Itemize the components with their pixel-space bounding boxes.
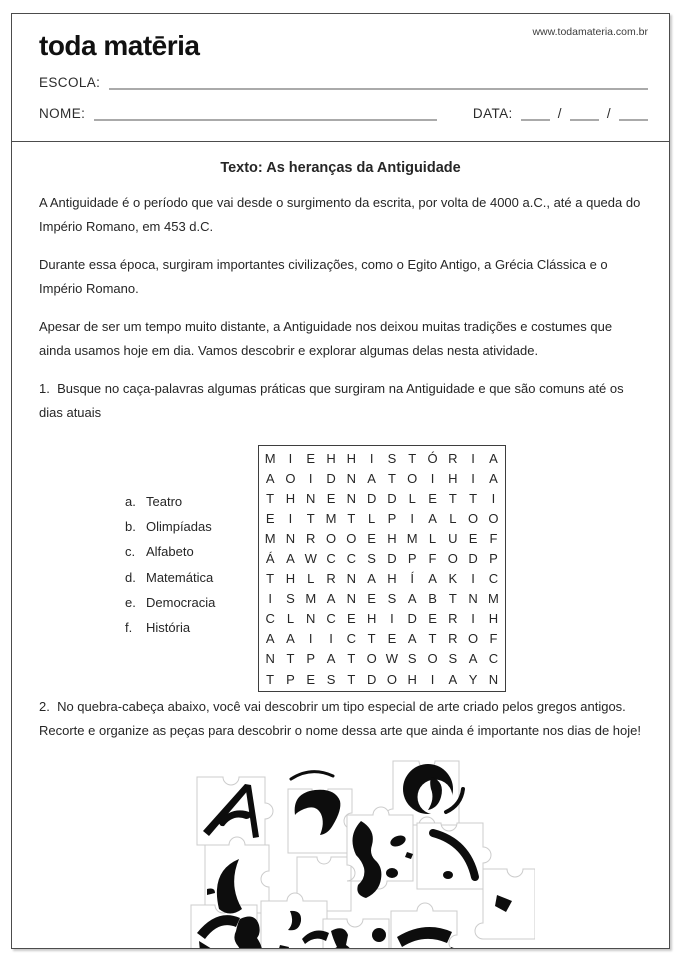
word-search-letter: N xyxy=(468,591,478,607)
word-search-letter: I xyxy=(329,631,333,647)
word-list-item xyxy=(125,539,215,564)
word-search-letter: O xyxy=(366,651,377,667)
word-search-letter: I xyxy=(369,450,374,466)
word-search-letter: P xyxy=(306,651,316,667)
data-label: DATA: xyxy=(472,106,513,121)
word-search-letter: S xyxy=(387,591,397,607)
intro-paragraph: Apesar de ser um tempo muito distante, a Antiguidade nos deixou muitas tradições e costumes que ainda usamos hoje em dia. Vamos descobrir e explorar algumas delas nesta atividade. xyxy=(39,319,616,358)
word-search-letter: C xyxy=(346,551,357,567)
word-search-letter: H xyxy=(407,671,417,687)
word-search-letter: S xyxy=(387,450,397,466)
word-search-letter: C xyxy=(488,651,499,667)
word-search-letter: W xyxy=(304,551,317,567)
word-search-letter: D xyxy=(366,671,377,687)
word-search-letter: Y xyxy=(468,671,478,687)
word-list-item xyxy=(125,489,215,514)
worksheet-frame xyxy=(11,13,670,949)
word-search-letter: T xyxy=(469,490,478,506)
word-list-item xyxy=(125,590,215,615)
word-search-letter: M xyxy=(487,591,499,607)
word-search-letter: T xyxy=(306,510,315,526)
word-list-word: História xyxy=(146,620,191,636)
word-search-letter: I xyxy=(471,611,475,627)
header-top-row xyxy=(39,14,648,62)
word-search-letter: R xyxy=(326,571,336,587)
word-search-letter: A xyxy=(448,671,458,687)
word-search-letter: A xyxy=(326,651,336,667)
word-search-letter: A xyxy=(428,571,437,587)
nome-blank-line xyxy=(94,106,437,121)
word-search-letter: R xyxy=(448,631,458,647)
word-search-letter: T xyxy=(286,651,295,667)
question-2: 2. No quebra-cabeça abaixo, você vai descobrir um tipo especial de arte criado pelos gregos antigos. Recorte e organize as peças para descobrir o nome dessa arte que ainda é importante nos dias de hoje! xyxy=(39,699,641,738)
word-search-letter: T xyxy=(266,671,275,687)
word-search-letter: L xyxy=(368,510,376,526)
word-search-letter: E xyxy=(387,631,397,647)
word-search-letter: E xyxy=(428,611,437,627)
word-search-letter: Á xyxy=(265,551,275,567)
word-list-word: Matemática xyxy=(146,569,214,585)
word-search-letter: A xyxy=(468,651,478,667)
word-search-letter: P xyxy=(286,671,295,687)
word-search-letter: F xyxy=(489,631,498,647)
word-search-letter: H xyxy=(326,450,336,466)
word-search-letter: C xyxy=(488,571,499,587)
word-search-letter: R xyxy=(448,450,458,466)
word-search-letter: S xyxy=(407,651,417,667)
word-search-letter: D xyxy=(387,551,397,567)
word-list-word: Teatro xyxy=(146,494,183,510)
word-search-letter: T xyxy=(347,671,356,687)
word-search-letter: I xyxy=(491,490,496,506)
word-search-letter: P xyxy=(489,551,498,567)
date-month-blank xyxy=(570,106,599,121)
word-search-letter: I xyxy=(308,631,313,647)
word-search-letter: I xyxy=(471,470,475,486)
word-search-letter: L xyxy=(449,510,457,526)
word-search-letter: F xyxy=(489,530,498,546)
word-search-letter: O xyxy=(447,551,458,567)
word-list xyxy=(125,489,215,640)
escola-label: ESCOLA: xyxy=(39,75,101,90)
word-search-letter: I xyxy=(471,450,475,466)
word-search-letter: D xyxy=(468,551,478,567)
word-search-letter: S xyxy=(286,591,295,607)
word-search-letter: N xyxy=(306,611,316,627)
word-search-letter: E xyxy=(347,611,356,627)
date-separator: / xyxy=(557,106,562,121)
word-search-letter: O xyxy=(488,510,499,526)
word-search-letter: E xyxy=(367,530,376,546)
word-search-letter: A xyxy=(326,591,336,607)
word-search-letter: O xyxy=(325,530,337,546)
word-search-letter: U xyxy=(448,530,458,546)
word-search-letter: H xyxy=(387,571,397,587)
word-search-letter: T xyxy=(266,571,275,587)
word-search-letter: D xyxy=(326,470,336,486)
word-search-letter: N xyxy=(346,571,357,587)
word-search-letter: O xyxy=(285,470,296,486)
word-list-letter: f. xyxy=(125,620,133,636)
word-list-letter: a. xyxy=(125,494,136,510)
word-search-letter: S xyxy=(326,671,336,687)
word-search-letter: S xyxy=(448,651,458,667)
word-search-letter: A xyxy=(367,571,376,587)
word-search-letter: I xyxy=(288,510,293,526)
word-search-letter: H xyxy=(448,470,458,486)
word-search-letter: E xyxy=(306,450,316,466)
word-search-letter: R xyxy=(448,611,458,627)
word-list-letter: c. xyxy=(125,544,136,560)
nome-label: NOME: xyxy=(39,106,86,121)
word-search-letter: N xyxy=(488,671,499,687)
word-search-letter: E xyxy=(468,530,478,546)
word-search-letter: D xyxy=(387,490,397,506)
word-search-letter: A xyxy=(367,470,376,486)
word-search-letter: C xyxy=(326,611,336,627)
word-search-letter: H xyxy=(387,530,397,546)
word-search-letter: L xyxy=(428,530,437,546)
word-search-letter: H xyxy=(346,450,357,466)
word-search-letter: A xyxy=(265,470,275,486)
word-search-letter: T xyxy=(266,490,275,506)
word-search-letter: T xyxy=(448,591,457,607)
word-search-letter: O xyxy=(427,651,438,667)
word-search-letter: I xyxy=(471,571,475,587)
word-search-letter: T xyxy=(408,450,417,466)
word-search-letter: T xyxy=(428,631,437,647)
header-section xyxy=(12,14,669,142)
word-search-letter: R xyxy=(306,530,316,546)
word-search-letter: A xyxy=(265,631,275,647)
puzzle-image xyxy=(145,757,535,949)
word-search-letter: I xyxy=(288,450,293,466)
word-search-letter: E xyxy=(306,671,316,687)
word-search-letter: W xyxy=(385,651,399,667)
word-search-letter: E xyxy=(428,490,437,506)
question-1: 1. Busque no caça-palavras algumas práticas que surgiram na Antiguidade e que são comuns até os dias atuais xyxy=(39,381,628,420)
word-search-letter: H xyxy=(285,490,296,506)
word-search-letter: H xyxy=(488,611,499,627)
content-section xyxy=(12,142,669,949)
word-search-letter: F xyxy=(428,551,437,567)
intro-paragraph: A Antiguidade é o período que vai desde o surgimento da escrita, por volta de 4000 a.C., até a queda do Império Romano, em 453 d.C. xyxy=(39,195,644,234)
word-search-letter: C xyxy=(265,611,275,627)
word-search-letter: N xyxy=(346,470,357,486)
word-search-letter: A xyxy=(489,470,498,486)
word-list-letter: d. xyxy=(125,569,136,585)
word-search-letter: M xyxy=(264,450,276,466)
word-search-letter: I xyxy=(410,510,415,526)
word-search-letter: N xyxy=(346,490,357,506)
word-search-letter: T xyxy=(367,631,376,647)
word-search-letter: I xyxy=(430,470,435,486)
word-search-letter: N xyxy=(306,490,316,506)
word-search-letter: A xyxy=(286,631,295,647)
word-search-letter: L xyxy=(307,571,315,587)
word-search-letter: N xyxy=(346,591,357,607)
word-list-word: Alfabeto xyxy=(146,544,194,560)
word-search-letter: D xyxy=(366,490,377,506)
word-search-letter: E xyxy=(326,490,336,506)
word-search-letter: M xyxy=(406,530,418,546)
word-search-letter: C xyxy=(326,551,336,567)
word-search-letter: M xyxy=(264,530,276,546)
word-search-letter: O xyxy=(468,631,479,647)
word-list-word: Olimpíadas xyxy=(146,519,212,535)
word-search-letter: S xyxy=(367,551,376,567)
escola-blank-line xyxy=(109,75,648,90)
word-search-letter: I xyxy=(430,671,435,687)
word-search-letter: C xyxy=(346,631,357,647)
word-search-letter: D xyxy=(407,611,417,627)
word-search-letter: K xyxy=(448,571,458,587)
word-search-letter: I xyxy=(308,470,313,486)
intro-paragraph: Durante essa época, surgiram importantes civilizações, como o Egito Antigo, a Grécia Clássica e o Império Romano. xyxy=(39,257,612,296)
word-search-letter: E xyxy=(265,510,275,526)
word-list-word: Democracia xyxy=(146,594,216,610)
word-search-letter: H xyxy=(366,611,377,627)
word-search-letter: Ó xyxy=(427,450,438,466)
word-search-letter: A xyxy=(489,450,498,466)
word-search-letter: T xyxy=(347,651,356,667)
word-search-letter: B xyxy=(428,591,437,607)
word-search-letter: I xyxy=(390,611,394,627)
word-search-letter: A xyxy=(286,551,295,567)
date-separator: / xyxy=(606,106,611,121)
word-search-letter: N xyxy=(265,651,275,667)
word-list-letter: e. xyxy=(125,594,136,610)
word-search-section xyxy=(39,445,642,695)
word-list-item xyxy=(125,514,215,539)
worksheet-title: Texto: As heranças da Antiguidade xyxy=(220,160,461,176)
word-search-letter: N xyxy=(285,530,296,546)
word-list-item xyxy=(125,615,215,640)
word-search-letter: O xyxy=(346,530,357,546)
word-search-letter: P xyxy=(387,510,397,526)
nome-field-row xyxy=(39,106,648,121)
word-list-letter: b. xyxy=(125,519,136,535)
word-search-letter: T xyxy=(448,490,457,506)
word-search-letter: O xyxy=(468,510,479,526)
word-search-letter: O xyxy=(386,671,397,687)
word-search-letter: O xyxy=(407,470,418,486)
word-search-letter: T xyxy=(347,510,356,526)
date-day-blank xyxy=(521,106,550,121)
word-search-letter: Í xyxy=(410,571,415,587)
word-search-letter: M xyxy=(325,510,337,526)
word-search-letter: P xyxy=(407,551,417,567)
word-search-grid xyxy=(258,445,506,692)
word-search-letter: L xyxy=(286,611,295,627)
date-year-blank xyxy=(619,106,648,121)
site-url: www.todamateria.com.br xyxy=(532,26,648,38)
word-search-letter: L xyxy=(408,490,416,506)
escola-field-row xyxy=(39,75,648,90)
word-search-letter: I xyxy=(268,591,272,607)
word-search-letter: A xyxy=(407,631,417,647)
word-search-letter: H xyxy=(285,571,296,587)
word-search-letter: E xyxy=(367,591,376,607)
word-search-letter: A xyxy=(407,591,417,607)
word-search-letter: M xyxy=(305,591,317,607)
word-list-item xyxy=(125,565,215,590)
word-search-letter: T xyxy=(387,470,396,486)
word-search-letter: A xyxy=(428,510,437,526)
toda-materia-logo: toda matēria xyxy=(39,30,200,61)
